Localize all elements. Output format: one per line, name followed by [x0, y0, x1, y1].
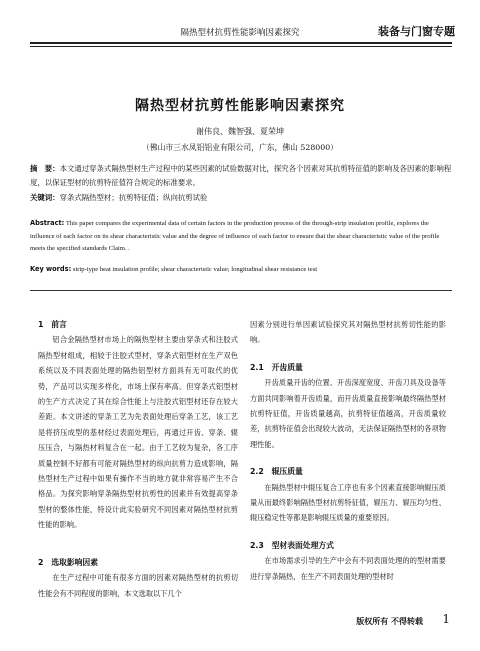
en-abstract-text: This paper compares the experimental data of certain factors in the production process of the through-strip insulation profile, explores the influence of each factor on its shear characteristic value and the degree of influence of each factor to ensure that the shear characteristic value of the profile meets the specified standards Claim. . — [30, 220, 440, 252]
en-abstract — [30, 217, 452, 256]
right-intro-paragraph: 因素分别进行单因素试验探究其对隔热型材抗剪切性能的影响。 — [250, 320, 446, 345]
section-2-1-heading: 2.1 开齿质量 — [250, 362, 303, 372]
affiliation: （佛山市三水凤铝铝业有限公司，广东，佛山 528000） — [142, 143, 338, 152]
abstract-rule — [30, 290, 452, 291]
left-column — [38, 317, 238, 601]
copyright-notice: 版权所有 不得转载 — [356, 617, 423, 626]
column-name: 装备与门窗专题 — [378, 25, 455, 38]
cn-abstract-label: 摘 要： — [30, 164, 60, 173]
section-2-2-heading: 2.2 辊压质量 — [250, 467, 303, 477]
section-2-2-paragraph: 在隔热型材中辊压复合工序也有多个因素直接影响辊压质量从而最终影响隔热型材抗剪特征值，辊压力、辊压均匀性、辊压稳定性等都是影响辊压质量的重要原因。 — [250, 482, 446, 523]
section-1-paragraph: 铝合金隔热型材市场上的隔热型材主要由穿条式和注胶式隔热型材组成，相较于注胶式型材，穿条式铝型材在生产双色系统以及不同表面处理的隔热铝型材方面具有无可取代的优势，产品可以实现多样化，市场上保有率高。但穿条式铝型材的生产方式决定了其在综合性能上与注胶式铝型材还存在较大差距。本文讲述的穿条工艺为先表面处理后穿条工艺，该工艺是将挤压成型的基材经过表面处理后，再通过开齿、穿条、辊压压合，与隔热材料复合在一起。由于工艺较为复杂，各工序质量控制不好都有可能对隔热型材的纵向抗剪力造成影响，隔热型材生产过程中如果有操作不当的地方就非常容易产生不合格品。为探究影响穿条隔热型材抗剪性的因素并有效提高穿条型材的整体性能，特设计此实验研究不同因素对隔热型材抗剪性能的影响。 — [38, 335, 238, 530]
section-2-heading: 2 选取影响因素 — [38, 557, 99, 567]
authors: 谢伟良、魏智强、夏荣坤 — [196, 127, 284, 136]
cn-keywords — [30, 191, 452, 205]
section-2-1-paragraph: 开齿质量开齿的位置、开齿深度宽度、开齿刀具及设备等方面共同影响着开齿质量，而开齿质量直接影响最终隔热型材抗剪特征值，开齿质量越高，抗剪特征值越高，开齿质量较差，抗剪特征值会出现较大波动，无法保证隔热型材的各项物理性能。 — [250, 378, 446, 449]
right-column — [250, 317, 446, 584]
section-2-paragraph: 在生产过程中可能有很多方面的因素对隔热型材的抗剪切性能会有不同程度的影响，本文选取以下几个 — [38, 573, 238, 598]
cn-abstract — [30, 162, 452, 189]
cn-keywords-label: 关键词： — [30, 193, 60, 202]
section-2-3-paragraph: 在市场需求引导的生产中会有不同表面处理的的型材需要进行穿条隔热，在生产不同表面处理的型材时 — [250, 556, 446, 581]
section-2-3-heading: 2.3 型材表面处理方式 — [250, 540, 334, 550]
paper-title: 隔热型材抗剪性能影响因素探究 — [135, 98, 345, 114]
cn-keywords-text: 穿条式隔热型材；抗剪特征值；纵向抗剪试验 — [59, 193, 208, 202]
page-number: 1 — [442, 612, 450, 626]
en-keywords — [30, 263, 452, 277]
header-rule — [30, 42, 452, 44]
running-title: 隔热型材抗剪性能影响因素探究 — [180, 28, 300, 38]
cn-abstract-text: 本文通过穿条式隔热型材生产过程中的某些因素的试验数据对比，探究各个因素对其抗剪特征值的影响及各因素的影响程度，以保证型材的抗剪特征值符合规定的标准要求。 — [30, 164, 452, 187]
header-rule-thin — [30, 46, 452, 47]
en-keywords-text: strip-type heat insulation profile; shear characteristic value; longitudinal shear resistance test — [72, 266, 318, 273]
en-abstract-label: Abstract: — [30, 219, 65, 227]
en-keywords-label: Key words: — [30, 265, 72, 273]
section-1-heading: 1 前言 — [38, 320, 67, 329]
